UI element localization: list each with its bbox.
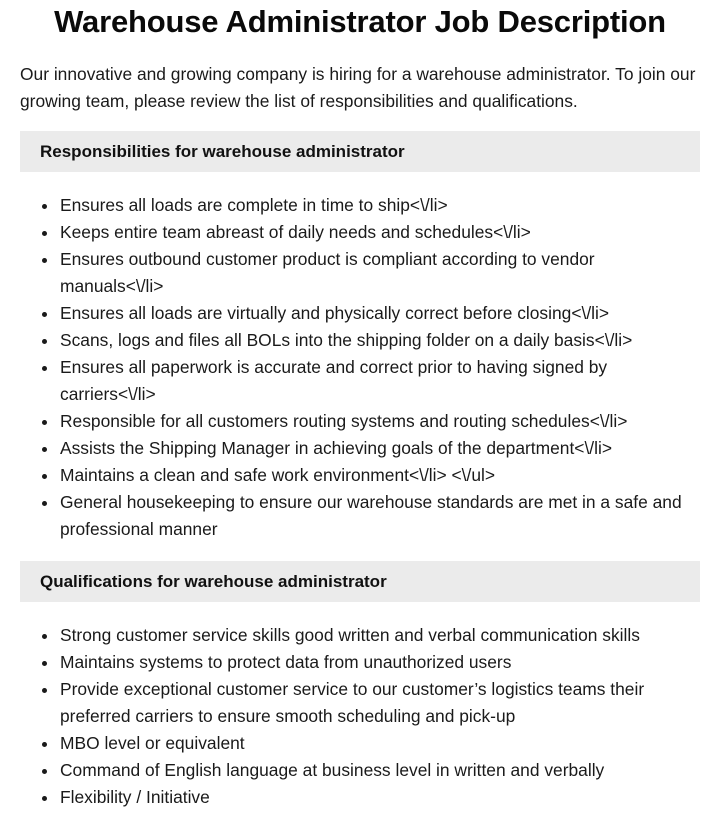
responsibilities-header: [20, 131, 700, 172]
page-title: Warehouse Administrator Job Description: [54, 4, 666, 39]
list-item: Strong customer service skills good written and verbal communication skills: [60, 622, 700, 649]
responsibilities-heading: Responsibilities for warehouse administrator: [40, 141, 405, 161]
qualifications-header: [20, 561, 700, 602]
qualifications-list: [20, 622, 700, 811]
list-item: Ensures all paperwork is accurate and correct prior to having signed by carriers<\/li>: [60, 354, 700, 408]
list-item: Keeps entire team abreast of daily needs and schedules<\/li>: [60, 219, 700, 246]
responsibilities-list: [20, 192, 700, 543]
list-item: Provide exceptional customer service to our customer’s logistics teams their preferred carriers to ensure smooth scheduling and pick-up: [60, 676, 700, 730]
list-item: MBO level or equivalent: [60, 730, 700, 757]
list-item: Maintains systems to protect data from unauthorized users: [60, 649, 700, 676]
list-item: Maintains a clean and safe work environment<\/li> <\/ul>: [60, 462, 700, 489]
list-item: Scans, logs and files all BOLs into the shipping folder on a daily basis<\/li>: [60, 327, 700, 354]
list-item: Assists the Shipping Manager in achieving goals of the department<\/li>: [60, 435, 700, 462]
list-item: General housekeeping to ensure our warehouse standards are met in a safe and professional manner: [60, 489, 700, 543]
list-item: Ensures all loads are virtually and physically correct before closing<\/li>: [60, 300, 700, 327]
list-item: Ensures outbound customer product is compliant according to vendor manuals<\/li>: [60, 246, 700, 300]
list-item: Command of English language at business level in written and verbally: [60, 757, 700, 784]
qualifications-heading: Qualifications for warehouse administrator: [40, 571, 387, 591]
list-item: Ensures all loads are complete in time to ship<\/li>: [60, 192, 700, 219]
intro-paragraph: Our innovative and growing company is hiring for a warehouse administrator. To join our growing team, please review the list of responsibilities and qualifications.: [20, 64, 696, 111]
qualifications-section: [20, 561, 700, 811]
responsibilities-section: [20, 131, 700, 543]
list-item: Responsible for all customers routing systems and routing schedules<\/li>: [60, 408, 700, 435]
list-item: Flexibility / Initiative: [60, 784, 700, 811]
